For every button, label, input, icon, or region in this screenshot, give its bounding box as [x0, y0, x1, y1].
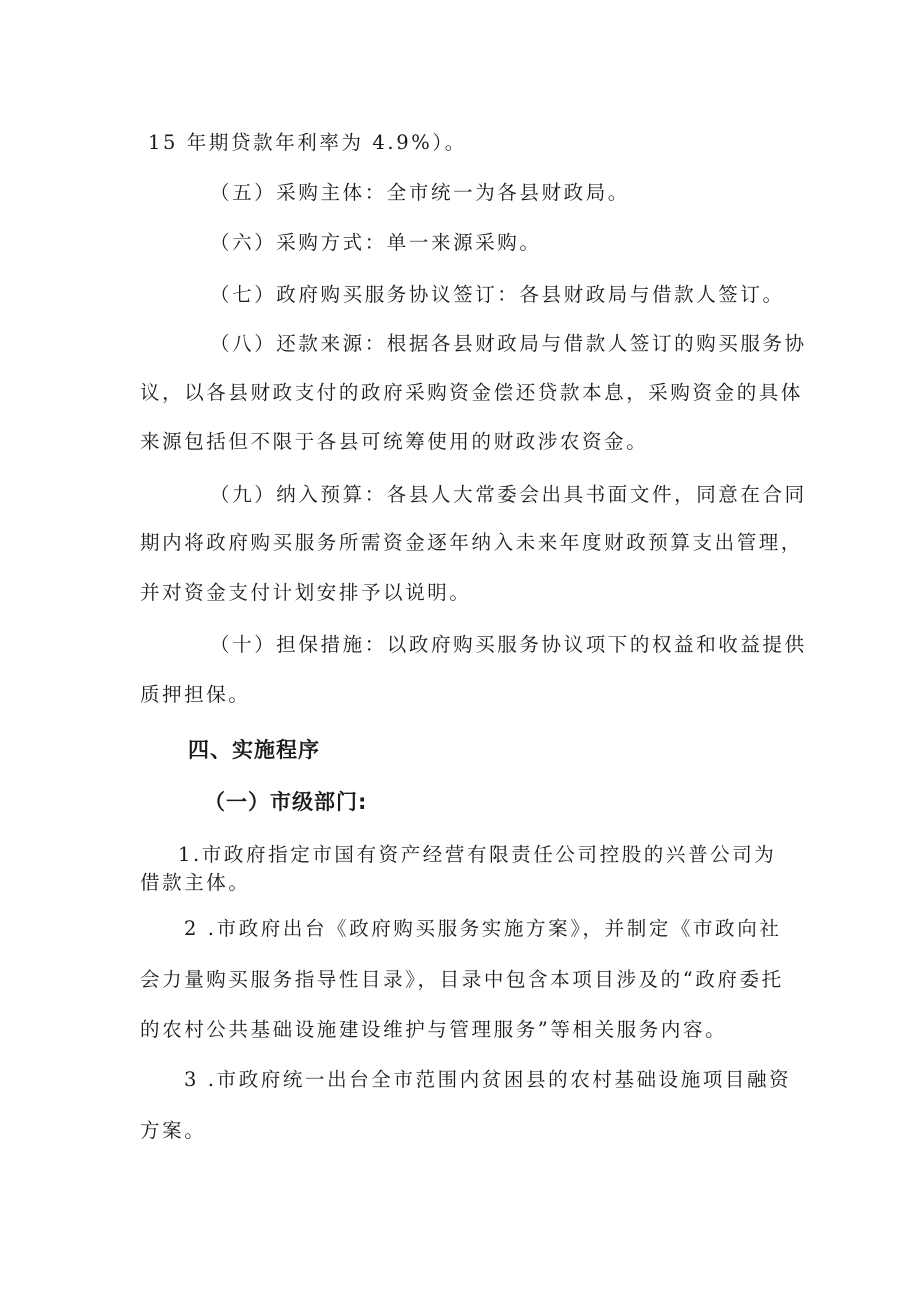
list-item-line: 借款主体。: [140, 871, 251, 894]
paragraph-line: 期内将政府购买服务所需资金逐年纳入未来年度财政预算支出管理，: [140, 531, 804, 554]
paragraph-line: 15 年期贷款年利率为 4.9%）。: [148, 131, 467, 154]
list-item-line: 的农村公共基础设施建设维护与管理服务”等相关服务内容。: [140, 1018, 728, 1041]
section-heading: 四、实施程序: [188, 738, 320, 762]
list-item-line: 会力量购买服务指导性目录》，目录中包含本项目涉及的“政府委托: [140, 968, 784, 991]
list-item-line: 1.市政府指定市国有资产经营有限责任公司控股的兴普公司为: [178, 843, 777, 866]
paragraph-line: （六）采购方式：单一来源采购。: [210, 231, 542, 254]
paragraph-line: （八）还款来源：根据各县财政局与借款人签订的购买服务协: [210, 332, 807, 355]
paragraph-line: （五）采购主体：全市统一为各县财政局。: [210, 181, 630, 204]
paragraph-line: 并对资金支付计划安排予以说明。: [140, 581, 472, 604]
list-item-line: 3 .市政府统一出台全市范围内贫困县的农村基础设施项目融资: [184, 1068, 792, 1091]
paragraph-line: （十）担保措施：以政府购买服务协议项下的权益和收益提供: [210, 633, 807, 656]
paragraph-line: 质押担保。: [140, 683, 251, 706]
list-item-line: 方案。: [140, 1119, 207, 1142]
list-item-line: 2 .市政府出台《政府购买服务实施方案》，并制定《市政向社: [184, 917, 782, 940]
sub-heading: （一）市级部门:: [204, 790, 368, 814]
paragraph-line: （七）政府购买服务协议签订：各县财政局与借款人签订。: [210, 283, 785, 306]
paragraph-line: （九）纳入预算：各县人大常委会出具书面文件，同意在合同: [210, 483, 807, 506]
paragraph-line: 来源包括但不限于各县可统筹使用的财政涉农资金。: [140, 430, 649, 453]
paragraph-line: 议，以各县财政支付的政府采购资金偿还贷款本息，采购资金的具体: [140, 381, 804, 404]
